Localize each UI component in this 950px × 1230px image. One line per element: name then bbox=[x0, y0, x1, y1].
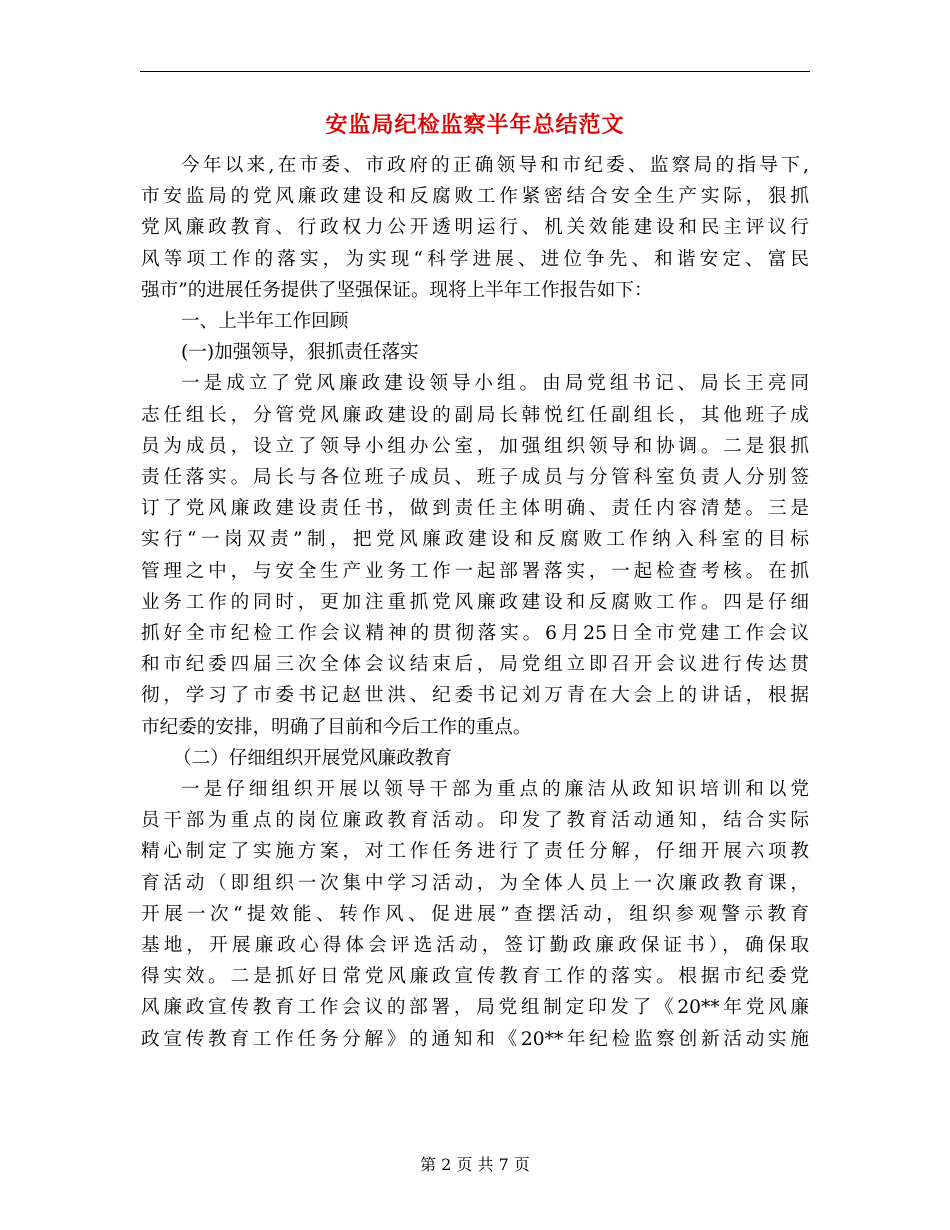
subsection-heading: (一)加强领导，狠抓责任落实 bbox=[181, 342, 419, 364]
text-line: 育活动（即组织一次集中学习活动，为全体人员上一次廉政教育课， bbox=[141, 872, 809, 894]
text-line: 一是仔细组织开展以领导干部为重点的廉洁从政知识培训和以党 bbox=[181, 779, 809, 801]
section-heading: 一、上半年工作回顾 bbox=[181, 311, 349, 333]
text-line: 志任组长，分管党风廉政建设的副局长韩悦红任副组长，其他班子成 bbox=[141, 404, 809, 426]
text-line: 风等项工作的落实，为实现“科学进展、进位争先、和谐安定、富民 bbox=[141, 248, 809, 270]
text-line: 开展一次“提效能、转作风、促进展”查摆活动，组织参观警示教育 bbox=[141, 903, 809, 925]
text-line: 得实效。二是抓好日常党风廉政宣传教育工作的落实。根据市纪委党 bbox=[141, 966, 809, 988]
text-line: 业务工作的同时，更加注重抓党风廉政建设和反腐败工作。四是仔细 bbox=[141, 591, 809, 613]
text-line: 政宣传教育工作任务分解》的通知和《20**年纪检监察创新活动实施 bbox=[141, 1028, 809, 1050]
text-line: 一是成立了党风廉政建设领导小组。由局党组书记、局长王亮同 bbox=[181, 373, 809, 395]
text-line: 员干部为重点的岗位廉政教育活动。印发了教育活动通知，结合实际 bbox=[141, 810, 809, 832]
text-line: 市安监局的党风廉政建设和反腐败工作紧密结合安全生产实际，狠抓 bbox=[141, 186, 809, 208]
subsection-heading: （二）仔细组织开展党风廉政教育 bbox=[173, 747, 452, 769]
header-rule bbox=[140, 71, 810, 72]
document-title: 安监局纪检监察半年总结范文 bbox=[325, 112, 625, 138]
text-line: 管理之中，与安全生产业务工作一起部署落实，一起检查考核。在抓 bbox=[141, 560, 809, 582]
text-line: 风廉政宣传教育工作会议的部署，局党组制定印发了《20**年党风廉 bbox=[141, 997, 809, 1019]
text-line: 彻，学习了市委书记赵世洪、纪委书记刘万青在大会上的讲话，根据 bbox=[141, 685, 809, 707]
text-line: 实行“一岗双责”制，把党风廉政建设和反腐败工作纳入科室的目标 bbox=[141, 529, 809, 551]
text-line: 市纪委的安排，明确了目前和今后工作的重点。 bbox=[141, 716, 532, 738]
text-line: 抓好全市纪检工作会议精神的贯彻落实。6月25日全市党建工作会议 bbox=[141, 623, 809, 645]
text-line: 责任落实。局长与各位班子成员、班子成员与分管科室负责人分别签 bbox=[141, 467, 809, 489]
text-line: 精心制定了实施方案，对工作任务进行了责任分解，仔细开展六项教 bbox=[141, 841, 809, 863]
text-line: 订了党风廉政建设责任书，做到责任主体明确、责任内容清楚。三是 bbox=[141, 498, 809, 520]
text-line: 基地，开展廉政心得体会评选活动，签订勤政廉政保证书），确保取 bbox=[141, 935, 809, 957]
text-line: 强市”的进展任务提供了坚强保证。现将上半年工作报告如下： bbox=[141, 279, 653, 301]
page-number-footer: 第 2 页 共 7 页 bbox=[420, 1155, 530, 1174]
text-line: 今年以来,在市委、市政府的正确领导和市纪委、监察局的指导下, bbox=[181, 155, 809, 176]
body-text bbox=[141, 150, 809, 1055]
text-line: 员为成员，设立了领导小组办公室，加强组织领导和协调。二是狠抓 bbox=[141, 435, 809, 457]
text-line: 和市纪委四届三次全体会议结束后，局党组立即召开会议进行传达贯 bbox=[141, 654, 809, 676]
text-line: 党风廉政教育、行政权力公开透明运行、机关效能建设和民主评议行 bbox=[141, 217, 809, 239]
